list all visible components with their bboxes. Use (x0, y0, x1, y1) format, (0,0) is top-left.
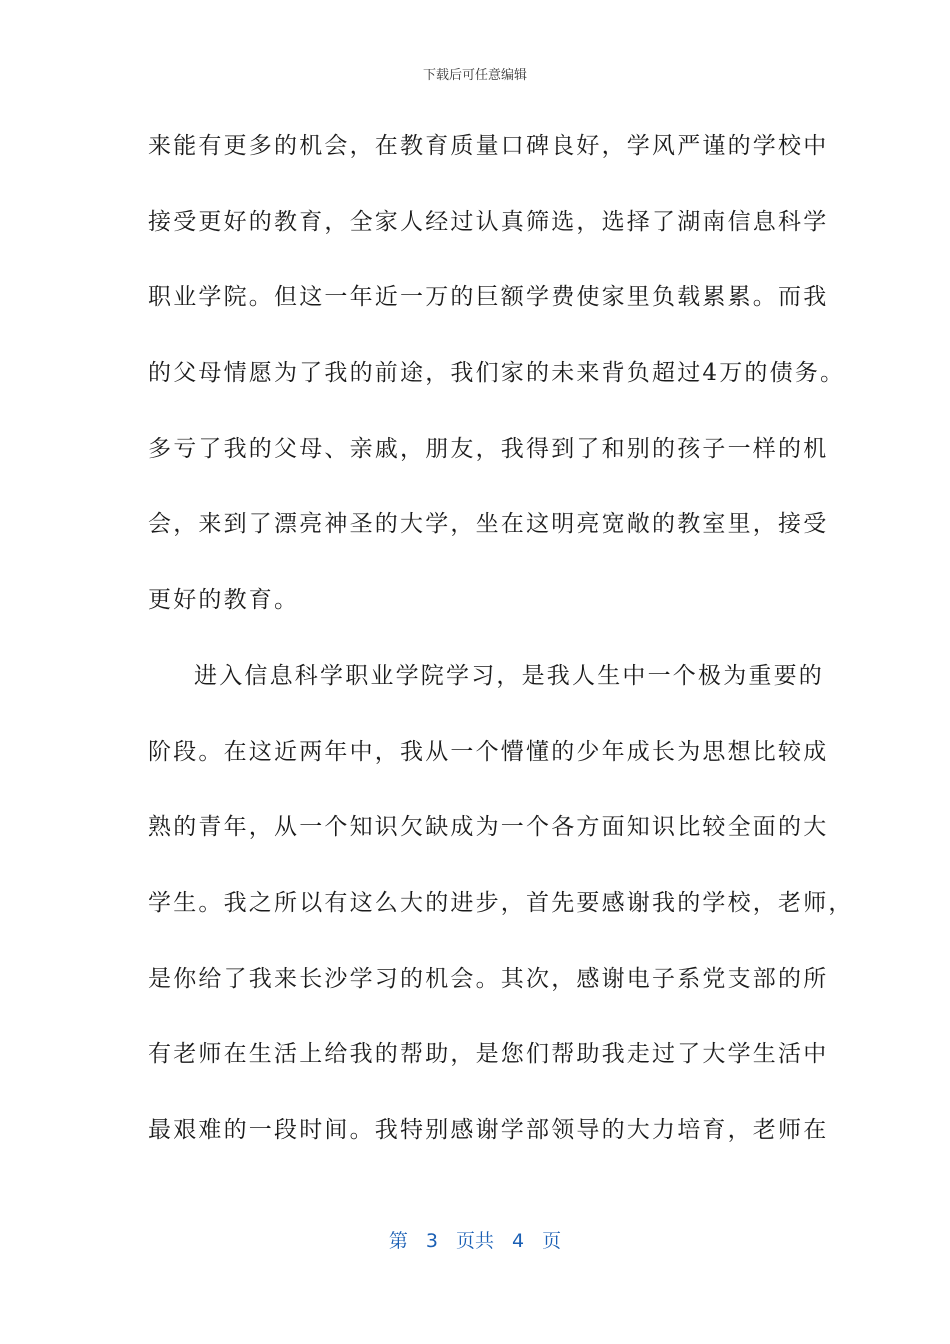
body-line: 多亏了我的父母、亲戚，朋友，我得到了和别的孩子一样的机 (148, 435, 829, 462)
page-footer (0, 1226, 950, 1253)
body-line: 职业学院。但这一年近一万的巨额学费使家里负载累累。而我 (148, 284, 829, 311)
page-number-total: 4 (512, 1230, 525, 1252)
body-line: 是你给了我来长沙学习的机会。其次，感谢电子系党支部的所 (148, 965, 829, 992)
body-line: 更好的教育。 (148, 587, 300, 614)
page-footer-suffix: 页 (542, 1230, 562, 1252)
paragraph-start-line: 进入信息科学职业学院学习，是我人生中一个极为重要的 (194, 662, 824, 689)
body-line: 熟的青年，从一个知识欠缺成为一个各方面知识比较全面的大 (148, 814, 829, 841)
document-body (148, 124, 854, 1184)
page-header: 下载后可任意编辑 (422, 68, 527, 83)
body-line: 的父母情愿为了我的前途，我们家的未来背负超过4万的债务。 (148, 360, 846, 387)
body-line: 学生。我之所以有这么大的进步，首先要感谢我的学校，老师， (148, 889, 854, 916)
body-line: 来能有更多的机会，在教育质量口碑良好，学风严谨的学校中 (148, 133, 829, 159)
body-line: 最艰难的一段时间。我特别感谢学部领导的大力培育，老师在 (148, 1116, 829, 1143)
body-line: 接受更好的教育，全家人经过认真筛选，选择了湖南信息科学 (148, 208, 829, 235)
body-line: 有老师在生活上给我的帮助，是您们帮助我走过了大学生活中 (148, 1041, 829, 1068)
body-line: 会，来到了漂亮神圣的大学，坐在这明亮宽敞的教室里，接受 (148, 511, 829, 538)
page-footer-middle: 页共 (455, 1230, 494, 1252)
page-footer-prefix: 第 (388, 1230, 408, 1252)
body-line: 阶段。在这近两年中，我从一个懵懂的少年成长为思想比较成 (148, 738, 829, 765)
page-number-current: 3 (425, 1230, 438, 1252)
